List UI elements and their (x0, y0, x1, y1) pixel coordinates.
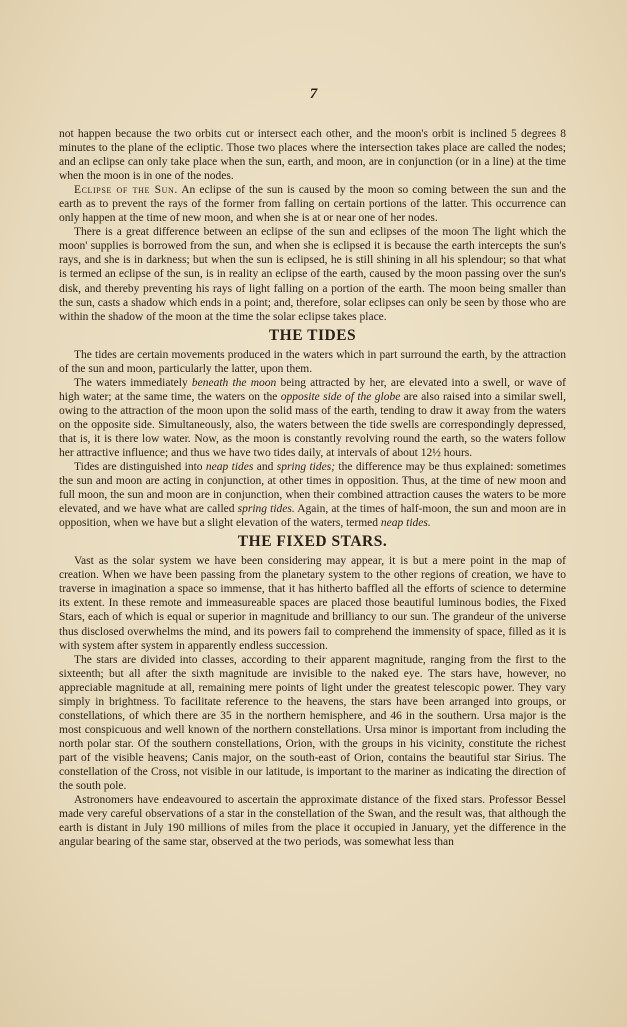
italic-run: spring tides; (276, 461, 336, 474)
text-run: being attracted by her, are elevated into a swell, or wave of high water; at the same time, the waters on the (59, 376, 566, 403)
text-run: the difference may be thus explained: sometimes the sun and moon are acting in conjunction, at other times in opposition. Thus, at the time of new moon and full moon, the sun and moon are in conjunction, when their combined attraction causes the waters to be more elevated, and we have what are called (59, 461, 567, 516)
page-number: 7 (309, 86, 318, 102)
text-run: The waters immediately (74, 376, 192, 389)
paragraph-stars-distance: Astronomers have endeavoured to ascertain the approximate distance of the fixed stars. Professor Bessel made very careful observations of a star in the constellation of the Swan, and the result was, that although the earth is distant in July 190 millions of miles from the place it occupied in January, yet the difference in the angular bearing of the same star, observed at the two periods, was somewhat less than (59, 794, 566, 849)
page-body (59, 127, 566, 849)
paragraph-tides-waters (59, 376, 566, 460)
paragraph-tides-kinds (59, 460, 566, 530)
paragraph-eclipse-difference: There is a great difference between an eclipse of the sun and eclipses of the moon The light which the moon' supplies is borrowed from the sun, and when she is eclipsed it is because the earth intercepts the sun's rays, and she is in darkness; but when the sun is eclipsed, he is still shining in all his splendour; so that what is termed an eclipse of the sun, is in reality an eclipse of the earth, caused by the moon passing over the sun's disk, and thereby preventing his rays of light falling on a portion of the earth. The moon being smaller than the sun, casts a shadow which ends in a point; and, therefore, solar eclipses can only be seen by those who are within the shadow of the moon at the time the solar eclipse takes place. (59, 226, 566, 323)
paragraph-stars-classes: The stars are divided into classes, according to their apparent magnitude, ranging from the first to the sixteenth; but all after the sixth magnitude are invisible to the naked eye. The stars have, however, no appreciable magnitude at all, remaining mere points of light under the greatest telescopic power. They vary simply in brightness. To facilitate reference to the heavens, the stars have been arranged into groups, or constellations, of which there are 35 in the northern hemisphere, and 46 in the southern. Ursa major is the most conspicuous and well known of the northern constellations. Ursa minor is important from including the north polar star. Of the southern constellations, Orion, with the groups in his vicinity, constitute the richest part of the visible heavens; Canis major, on the south-east of Orion, contains the beautiful star Sirius. The constellation of the Cross, not visible in our latitude, is important to the mariner as indicating the direction of the south pole. (59, 653, 566, 793)
italic-run: spring tides. (237, 503, 295, 516)
section-heading-tides: THE TIDES (268, 326, 357, 344)
paragraph-stars-intro: Vast as the solar system we have been considering may appear, it is but a mere point in the map of creation. When we have been passing from the planetary system to the other regions of creation, we have to traverse in imagination a space so immense, that it has hitherto baffled all the efforts of science to determine its extent. In these remote and immeasureable spaces are placed those beautiful luminous bodies, the Fixed Stars, each of which is equal or superior in magnitude and brilliancy to our sun. The grandeur of the universe thus disclosed overwhelms the mind, and its powers fail to comprehend the immensity of space, filled as it is with system after system in apparently endless succession. (59, 555, 566, 652)
text-run: and (253, 461, 277, 474)
text-run: are also raised into a similar swell, owing to the attraction of the moon upon the solid mass of the earth, tending to draw it away from the waters on the opposite side. Simultaneously, also, the waters between the tide swells are correspondingly depressed, that is, it is there low water. Now, as the moon is constantly revolving round the earth, so the waters follow her attractive influence; and thus we have two tides daily, at intervals of about 12½ hours. (59, 390, 566, 459)
italic-run: neap tides. (380, 517, 431, 530)
paragraph-lead: Eclipse of the Sun. (74, 184, 178, 197)
italic-run: neap tides (205, 461, 254, 474)
paragraph-tides-intro: The tides are certain movements produced in the waters which in part surround the earth, by the attraction of the sun and moon, particularly the latter, upon them. (59, 348, 566, 375)
text-run: Tides are distinguished into (74, 461, 206, 474)
italic-run: beneath the moon (191, 376, 277, 389)
text-run: Again, at the times of half-moon, the sun and moon are in opposition, when we have but a slight elevation of the waters, termed (59, 503, 567, 530)
section-heading-fixed-stars: THE FIXED STARS. (237, 533, 388, 551)
paragraph-solar-eclipse (59, 183, 566, 225)
paragraph-text: An eclipse of the sun is caused by the moon so coming between the sun and the earth as to prevent the rays of the former from falling on certain portions of the latter. This occurrence can only happen at the time of new moon, and when she is at or near one of her nodes. (59, 184, 566, 225)
paragraph-orbits: not happen because the two orbits cut or intersect each other, and the moon's orbit is inclined 5 degrees 8 minutes to the plane of the ecliptic. Those two places where the intersection takes place are called the nodes; and an eclipse can only take place when the sun, earth, and moon, are in conjunction (or in a line) at the time when the moon is in one of the nodes. (59, 128, 566, 183)
italic-run: opposite side of the globe (280, 390, 401, 403)
